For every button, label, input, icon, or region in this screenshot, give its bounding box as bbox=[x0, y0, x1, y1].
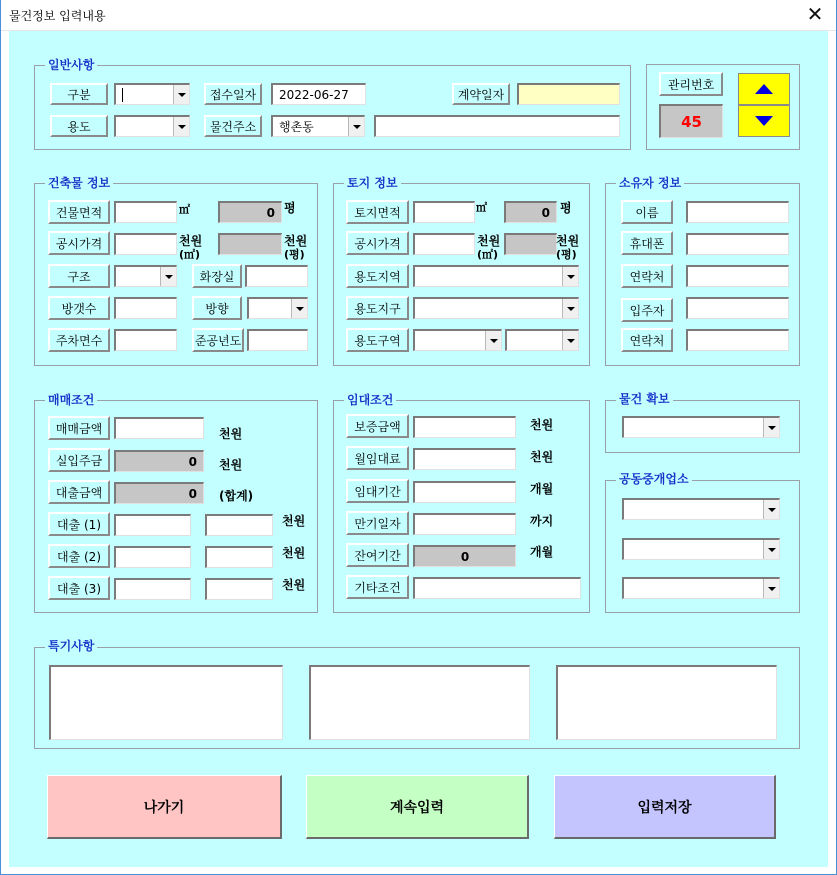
actual-move-in-unit: 천원 bbox=[219, 458, 243, 472]
direction-select[interactable] bbox=[247, 297, 308, 319]
monthly-rent-label: 월임대료 bbox=[346, 446, 409, 470]
title-bar bbox=[0, 0, 837, 31]
other-terms-field[interactable] bbox=[413, 577, 581, 599]
owner-name-label: 이름 bbox=[621, 200, 673, 224]
expiry-date-unit: 까지 bbox=[530, 514, 554, 528]
chevron-down-icon[interactable] bbox=[291, 299, 307, 318]
tenant-field[interactable] bbox=[686, 297, 789, 319]
chevron-down-icon[interactable] bbox=[562, 299, 578, 318]
land-pyeong-field: 0 bbox=[504, 201, 557, 223]
sale-price-label: 매매금액 bbox=[48, 416, 110, 440]
loan-row-field-2[interactable] bbox=[205, 578, 273, 600]
chevron-down-icon[interactable] bbox=[348, 117, 364, 136]
secure-select[interactable] bbox=[622, 416, 780, 438]
tenant-contact-label: 연락처 bbox=[621, 328, 673, 352]
building-price-unit2b: (평) bbox=[284, 248, 305, 261]
mgmt-number-field: 45 bbox=[659, 104, 723, 138]
loan-row-unit: 천원 bbox=[282, 578, 306, 592]
contract-date-label: 계약일자 bbox=[452, 83, 510, 105]
land-price-unit2b: (평) bbox=[556, 248, 577, 261]
rooms-label: 방갯수 bbox=[48, 296, 110, 320]
chevron-down-icon[interactable] bbox=[763, 500, 779, 519]
building-legend: 건축물 정보 bbox=[45, 176, 113, 190]
sale-legend: 매매조건 bbox=[45, 393, 97, 407]
notes-textarea-1[interactable] bbox=[49, 665, 283, 740]
owner-legend: 소유자 정보 bbox=[616, 176, 684, 190]
zone-sector-label: 용도구역 bbox=[346, 328, 409, 352]
chevron-down-icon[interactable] bbox=[173, 117, 189, 136]
notes-textarea-2[interactable] bbox=[309, 665, 530, 740]
window-title: 물건정보 입력내용 bbox=[9, 9, 106, 23]
land-legend: 토지 정보 bbox=[344, 176, 401, 190]
address-dong-select[interactable] bbox=[271, 115, 365, 137]
land-area-unit: ㎡ bbox=[476, 201, 487, 214]
land-price-unit2: 천원 bbox=[556, 234, 580, 248]
category-select[interactable] bbox=[114, 83, 190, 105]
mgmt-number-label: 관리번호 bbox=[659, 72, 723, 96]
deposit-label: 보증금액 bbox=[346, 414, 409, 438]
tenant-contact-field[interactable] bbox=[686, 329, 789, 351]
broker-legend: 공동중개업소 bbox=[616, 472, 692, 486]
notes-legend: 특기사항 bbox=[45, 639, 97, 653]
chevron-down-icon[interactable] bbox=[160, 267, 176, 286]
zone-district-label: 용도지구 bbox=[346, 296, 409, 320]
receipt-date-label: 접수일자 bbox=[204, 83, 262, 105]
chevron-down-icon[interactable] bbox=[173, 85, 189, 104]
loan-row-field-1[interactable] bbox=[114, 578, 191, 600]
loan-row-label: 대출 (2) bbox=[48, 544, 110, 568]
address-detail-field[interactable] bbox=[374, 115, 620, 137]
expiry-date-label: 만기일자 bbox=[346, 511, 409, 535]
building-price-pyeong-field bbox=[218, 233, 282, 255]
restroom-label: 화장실 bbox=[192, 264, 242, 288]
zone-area-label: 용도지역 bbox=[346, 264, 409, 288]
monthly-rent-field[interactable] bbox=[413, 448, 516, 470]
building-price-unit2: 천원 bbox=[284, 234, 308, 248]
building-price-field[interactable] bbox=[114, 233, 177, 255]
rooms-field[interactable] bbox=[114, 297, 177, 319]
text-cursor bbox=[122, 88, 123, 102]
land-price-label: 공시가격 bbox=[346, 231, 409, 255]
spin-down-button[interactable] bbox=[738, 105, 790, 137]
close-icon[interactable]: ✕ bbox=[806, 2, 824, 26]
remaining-period-unit: 개월 bbox=[530, 545, 554, 559]
chevron-down-icon[interactable] bbox=[763, 540, 779, 559]
building-price-unit1: 천원 bbox=[179, 234, 203, 248]
owner-contact-label: 연락처 bbox=[621, 264, 673, 288]
spin-up-button[interactable] bbox=[738, 73, 790, 105]
loan-row-label: 대출 (3) bbox=[48, 576, 110, 600]
building-price-unit1b: (㎡) bbox=[179, 248, 201, 261]
owner-mobile-field[interactable] bbox=[686, 233, 789, 255]
building-area-field[interactable] bbox=[114, 201, 177, 223]
built-year-field[interactable] bbox=[247, 329, 308, 351]
land-price-pyeong-field bbox=[504, 233, 557, 255]
lease-period-unit: 개월 bbox=[530, 482, 554, 496]
address-dong-value: 행촌동 bbox=[279, 120, 314, 134]
loan-row-unit: 천원 bbox=[282, 546, 306, 560]
building-area-label: 건물면적 bbox=[48, 200, 110, 224]
expiry-date-field[interactable] bbox=[413, 513, 516, 535]
parking-field[interactable] bbox=[114, 329, 177, 351]
monthly-rent-unit: 천원 bbox=[530, 450, 554, 464]
land-price-unit1b: (㎡) bbox=[477, 248, 499, 261]
loan-row-unit: 천원 bbox=[282, 514, 306, 528]
chevron-down-icon[interactable] bbox=[562, 267, 578, 286]
chevron-down-icon[interactable] bbox=[763, 579, 779, 598]
remaining-period-field: 0 bbox=[413, 545, 516, 567]
secure-legend: 물건 확보 bbox=[616, 392, 673, 406]
loan-row-field-1[interactable] bbox=[114, 514, 191, 536]
actual-move-in-field: 0 bbox=[114, 450, 204, 472]
land-pyeong-unit: 평 bbox=[560, 201, 572, 215]
land-price-unit1: 천원 bbox=[477, 234, 501, 248]
loan-row-label: 대출 (1) bbox=[48, 512, 110, 536]
loan-row-field-2[interactable] bbox=[205, 546, 273, 568]
parking-label: 주차면수 bbox=[48, 328, 110, 352]
loan-total-label: 대출금액 bbox=[48, 480, 110, 504]
zone-sector-select-2[interactable] bbox=[505, 329, 579, 351]
loan-total-field: 0 bbox=[114, 482, 204, 504]
tenant-label: 입주자 bbox=[621, 298, 673, 322]
land-price-field[interactable] bbox=[413, 233, 475, 255]
chevron-down-icon[interactable] bbox=[562, 331, 578, 350]
restroom-field[interactable] bbox=[245, 265, 308, 287]
save-button[interactable]: 입력저장 bbox=[554, 775, 776, 839]
continue-button[interactable]: 계속입력 bbox=[306, 775, 529, 839]
lease-legend: 임대조건 bbox=[344, 393, 396, 407]
receipt-date-field[interactable]: 2022-06-27 bbox=[271, 83, 366, 105]
zone-area-select[interactable] bbox=[413, 265, 579, 287]
arrow-up-icon bbox=[755, 84, 773, 94]
structure-label: 구조 bbox=[48, 264, 110, 288]
remaining-period-label: 잔여기간 bbox=[346, 543, 409, 567]
form-body bbox=[9, 31, 828, 867]
broker-select-1[interactable] bbox=[622, 498, 780, 520]
building-price-label: 공시가격 bbox=[48, 231, 110, 255]
sale-price-unit: 천원 bbox=[219, 427, 243, 441]
actual-move-in-label: 실입주금 bbox=[48, 448, 110, 472]
owner-contact-field[interactable] bbox=[686, 265, 789, 287]
building-pyeong-field: 0 bbox=[218, 201, 282, 223]
owner-name-field[interactable] bbox=[686, 201, 789, 223]
usage-label: 용도 bbox=[50, 115, 108, 137]
notes-textarea-3[interactable] bbox=[556, 665, 777, 740]
broker-select-3[interactable] bbox=[622, 577, 780, 599]
arrow-down-icon bbox=[755, 116, 773, 126]
structure-select[interactable] bbox=[114, 265, 177, 287]
sale-price-field[interactable] bbox=[114, 417, 204, 439]
chevron-down-icon[interactable] bbox=[485, 331, 501, 350]
direction-label: 방향 bbox=[192, 296, 242, 320]
building-area-unit: ㎡ bbox=[179, 203, 190, 216]
deposit-unit: 천원 bbox=[530, 418, 554, 432]
zone-district-select[interactable] bbox=[413, 297, 579, 319]
loan-row-field-2[interactable] bbox=[205, 514, 273, 536]
lease-period-label: 임대기간 bbox=[346, 479, 409, 503]
lease-period-field[interactable] bbox=[413, 481, 516, 503]
owner-mobile-label: 휴대폰 bbox=[621, 231, 673, 255]
exit-button[interactable]: 나가기 bbox=[47, 775, 282, 839]
category-label: 구분 bbox=[50, 83, 108, 105]
broker-select-2[interactable] bbox=[622, 538, 780, 560]
deposit-field[interactable] bbox=[413, 416, 516, 438]
land-area-label: 토지면적 bbox=[346, 200, 409, 224]
loan-row-field-1[interactable] bbox=[114, 546, 191, 568]
built-year-label: 준공년도 bbox=[192, 328, 244, 352]
chevron-down-icon[interactable] bbox=[763, 418, 779, 437]
general-legend: 일반사항 bbox=[45, 58, 97, 72]
loan-total-unit: (합계) bbox=[219, 489, 254, 503]
other-terms-label: 기타조건 bbox=[346, 575, 409, 599]
building-pyeong-unit: 평 bbox=[284, 201, 296, 215]
usage-select[interactable] bbox=[114, 115, 190, 137]
address-label: 물건주소 bbox=[204, 115, 262, 137]
contract-date-field[interactable] bbox=[517, 83, 620, 105]
zone-sector-select-1[interactable] bbox=[413, 329, 502, 351]
land-area-field[interactable] bbox=[413, 201, 475, 223]
general-frame bbox=[34, 65, 631, 150]
